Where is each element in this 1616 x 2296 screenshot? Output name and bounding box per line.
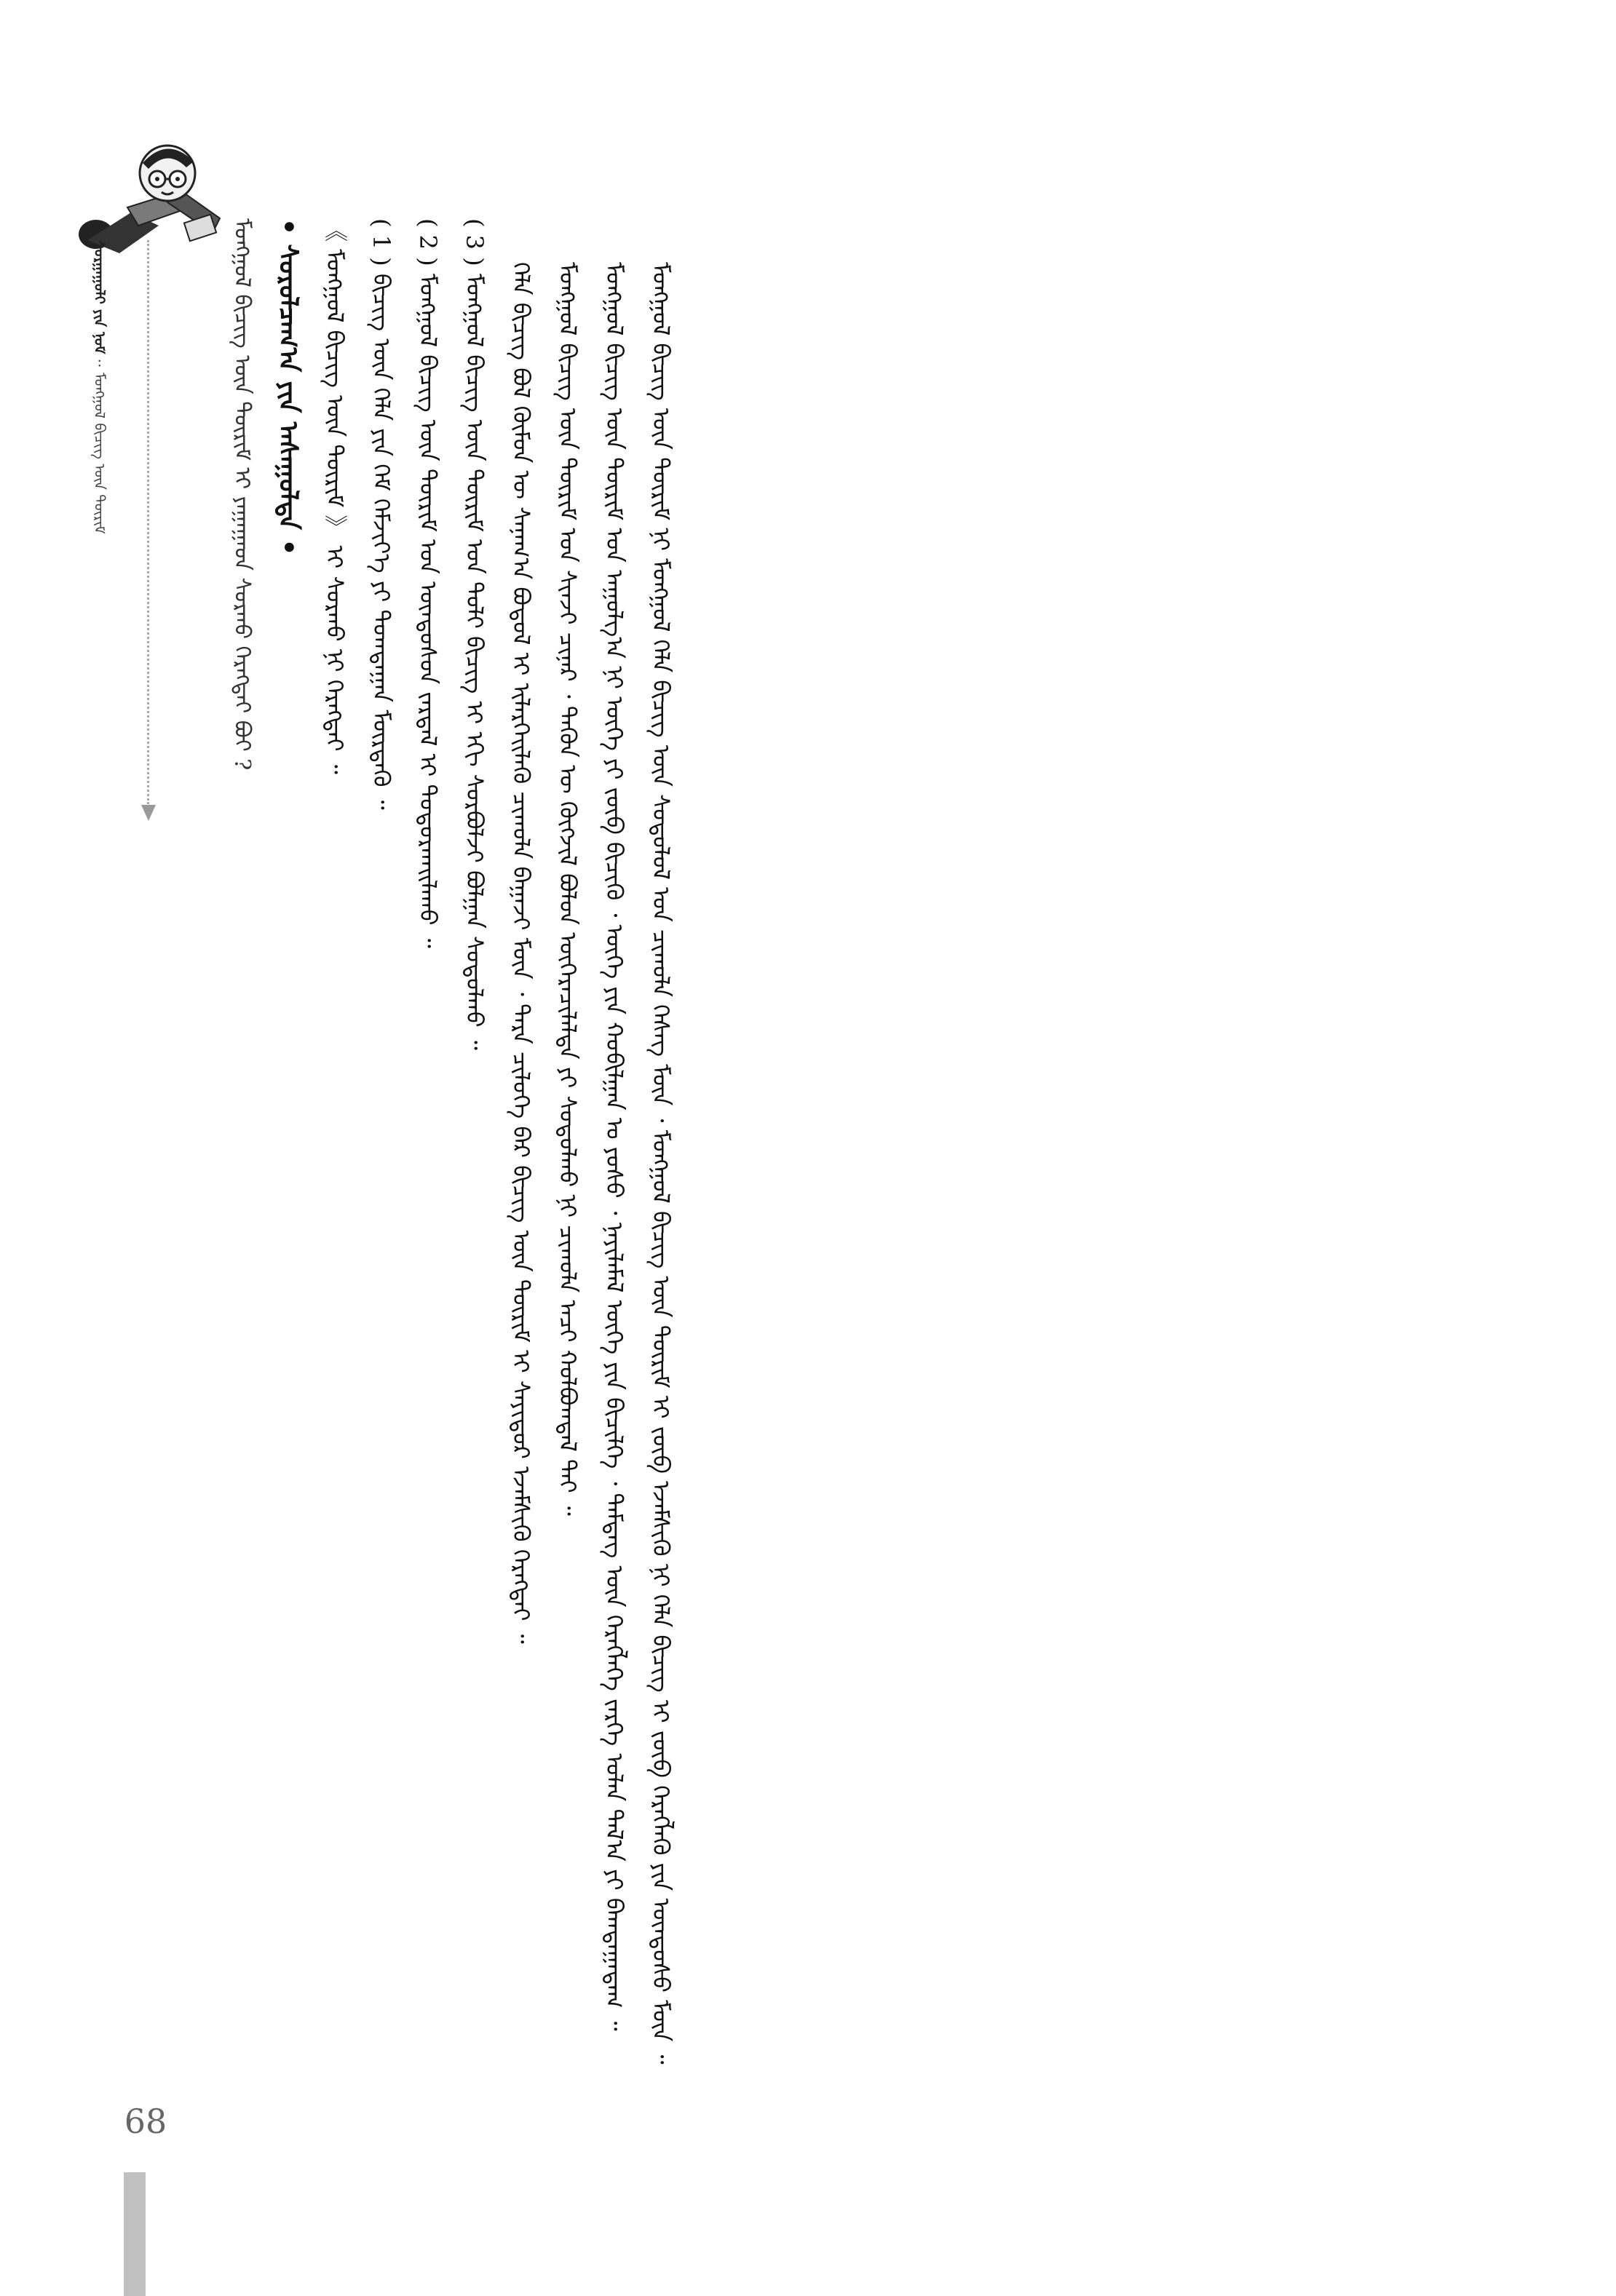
numbered-item-2: ( 2 ) ᠮᠣᠩᠭᠣᠯ ᠪᠢᠴᠢᠭ᠌ ᠦᠨ ᠳᠦᠷᠢᠮ ᠤᠨ ᠦᠨᠳᠦᠰᠦᠨ ᠵᠠᠷᠳᠠᠯ ᠢ ᠲᠣᠳᠤᠷᠬᠠᠢᠯᠠᠬᠤ ᠃ [414, 218, 442, 948]
numbered-item-1: ( 1 ) ᠪᠢᠴᠢᠭ᠌ ᠦᠨ ᠬᠡᠯᠡ ᠶᠢᠨ ᠬᠡᠮ ᠬᠡᠮᠵᠢᠶ᠎ᠡ ᠶᠢ ᠲᠣᠭᠲᠠᠭᠠᠨ ᠮᠥᠷᠳᠡᠬᠦ ᠃ [368, 218, 395, 810]
quote-line: 《 ᠮᠣᠩᠭᠣᠯ ᠪᠢᠴᠢᠭ᠌ ᠦᠨ ᠳᠦᠷᠢᠮ 》 ᠢ ᠰᠤᠷᠬᠤ ᠨᠢ ᠬᠡᠷᠡᠭᠲᠡᠢ ᠃ [321, 218, 349, 774]
paragraph-1: ᠮᠣᠩᠭᠣᠯ ᠪᠢᠴᠢᠭ᠌ ᠦᠨ ᠳᠦᠷᠢᠮ ᠨᠢ ᠮᠣᠩᠭᠣᠯ ᠬᠡᠯᠡ ᠪᠢᠴᠢᠭ᠌ ᠦᠨ ᠰᠤᠳᠤᠯᠤᠯ ᠤᠨ ᠴᠢᠬᠤᠯᠠ ᠬᠡᠰᠡᠭ ᠮᠥᠨ ᠂ ᠮᠣᠩᠭᠣᠯ ᠪᠢᠴᠢᠭ᠌ ᠦᠨ ᠳᠦᠷᠢᠮ ᠢ ᠵᠥᠪ ᠡᠵᠡᠮᠰᠢᠬᠦ ᠨᠢ ᠬᠡᠯᠡ ᠪᠢᠴᠢᠭ᠌ ᠢ ᠵᠥᠪ ᠬᠡᠷᠡᠭᠯᠡᠬᠦ ᠶᠢᠨ ᠦᠨᠳᠦᠰᠦ ᠮᠥᠨ ᠃ [647, 262, 675, 2065]
triangle-marker-icon [141, 805, 156, 821]
paragraph-3: ᠮᠣᠩᠭᠣᠯ ᠪᠢᠴᠢᠭ᠌ ᠦᠨ ᠳᠦᠷᠢᠮ ᠤᠨ ᠰᠢᠨᠵᠢ ᠴᠢᠨᠠᠷ ᠂ ᠲᠡᠭᠦᠨ ᠦ ᠬᠥᠭᠵᠢᠯ ᠪᠣᠯᠤᠨ ᠥᠭᠡᠷᠡᠴᠢᠯᠡᠯᠲᠡ ᠶᠢ ᠰᠤᠳᠤᠯᠬᠤ ᠨᠢ ᠴᠢᠬᠤᠯᠠ ᠠᠴᠢ ᠬᠣᠯᠪᠤᠭᠳᠠᠯ ᠲᠠᠢ ᠃ [554, 262, 582, 1516]
paragraph-4: ᠬᠡᠯᠡ ᠪᠢᠴᠢᠭ᠌ ᠪᠣᠯ ᠬᠦᠮᠦᠨ ᠦ ᠰᠠᠨᠠᠭ᠎ᠠ ᠪᠣᠳᠤᠯ ᠢ ᠢᠯᠡᠷᠬᠡᠢᠯᠡᠬᠦ ᠴᠢᠬᠤᠯᠠ ᠪᠠᠭᠠᠵᠢ ᠮᠥᠨ ᠂ ᠲᠡᠷᠡ ᠴᠢᠯᠦᠭᠡ ᠪᠡᠷ ᠪᠢᠴᠢᠭ᠌ ᠦᠨ ᠳᠦᠷᠢᠮ ᠢ ᠰᠠᠶᠢᠲᠤᠷ ᠡᠵᠡᠮᠰᠢᠬᠦ ᠬᠡᠷᠡᠭᠲᠡᠢ ᠃ [507, 262, 535, 1644]
running-head-separator: ·· [91, 354, 108, 373]
running-head [87, 240, 116, 764]
paragraph-2: ᠮᠣᠩᠭᠣᠯ ᠪᠢᠴᠢᠭ᠌ ᠦᠨ ᠳᠦᠷᠢᠮ ᠤᠨ ᠠᠭᠤᠯᠭ᠎ᠠ ᠨᠢ ᠦᠭᠡ ᠶᠢ ᠵᠥᠪ ᠪᠢᠴᠢᠬᠦ ᠂ ᠦᠭᠡ ᠶᠢᠨ ᠬᠤᠪᠢᠯᠭᠠᠨ ᠤ ᠶᠣᠰᠣ ᠂ ᠨᠡᠶᠢᠯᠡᠮᠡᠯ ᠦᠭᠡ ᠶᠢᠨ ᠪᠢᠴᠢᠯᠭᠡ ᠂ ᠲᠡᠮᠳᠡᠭ ᠦᠨ ᠬᠡᠷᠡᠭᠯᠡᠭᠡ ᠵᠡᠷᠭᠡ ᠣᠯᠠᠨ ᠲᠠᠯ᠎ᠠ ᠶᠢ ᠪᠠᠭᠲᠠᠭᠠᠳᠠᠭ ᠃ [601, 262, 628, 2031]
section-subheading: • ᠰᠤᠷᠤᠯᠴᠠᠭ᠎ᠠ ᠶᠢᠨ ᠠᠰᠠᠭᠤᠯᠲᠠ • [273, 218, 304, 556]
page-number: 68 [124, 2102, 167, 2141]
page-edge-tab [124, 2172, 146, 2296]
mongolian-text-block [218, 218, 1456, 2110]
running-head-part2: ᠮᠣᠩᠭᠣᠯ ᠪᠢᠴᠢᠭ᠌ ᠦᠨ ᠳᠦᠷᠢᠮ [91, 372, 108, 534]
question-text: ᠮᠣᠩᠭᠣᠯ ᠪᠢᠴᠢᠭ᠌ ᠦᠨ ᠳᠦᠷᠢᠮ ᠢ ᠶᠠᠭᠠᠭᠠᠳ ᠰᠤᠷᠬᠤ ᠬᠡᠷᠡᠭᠲᠡᠢ ᠪᠤᠢ ? [229, 218, 255, 771]
reading-boy-illustration [58, 131, 226, 277]
running-head-dotted-rule [147, 240, 149, 804]
numbered-item-3: ( 3 ) ᠮᠣᠩᠭᠣᠯ ᠪᠢᠴᠢᠭ᠌ ᠦᠨ ᠳᠦᠷᠢᠮ ᠤᠨ ᠲᠣᠯᠢ ᠪᠢᠴᠢᠭ᠌ ᠢ ᠡᠬᠢ ᠰᠤᠷᠪᠤᠯᠵᠢ ᠪᠣᠯᠭᠠᠨ ᠰᠤᠳᠤᠯᠬᠤ ᠃ [461, 218, 488, 1050]
running-head-part1: ᠰᠤᠷᠭᠠᠭᠤᠯᠢ ᠶᠢᠨ ᠨᠣᠮ [91, 240, 108, 354]
